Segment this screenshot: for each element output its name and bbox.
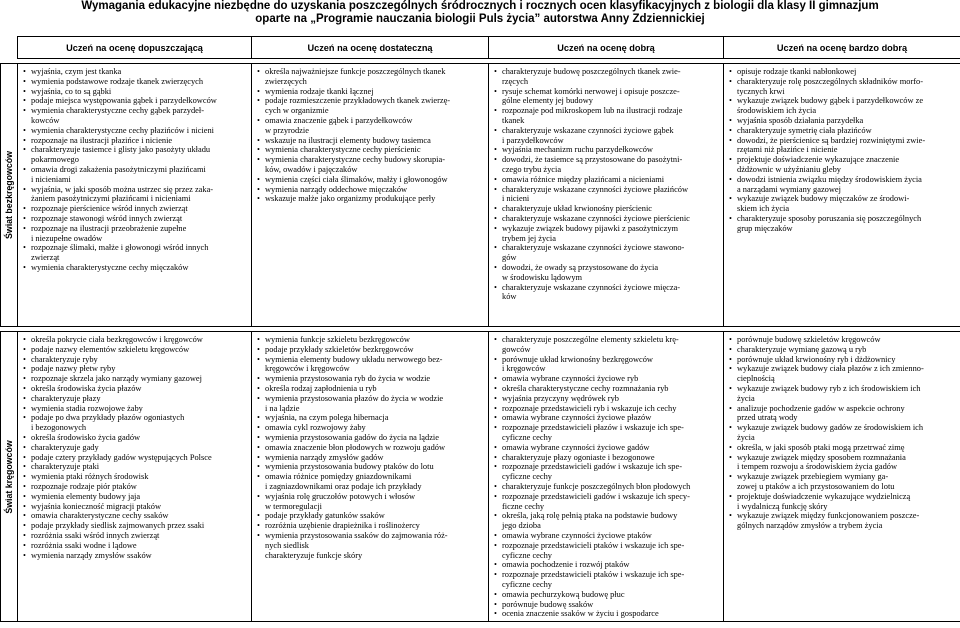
requirement-item: • określa pokrycie ciała bezkręgowców i kręgowców xyxy=(23,335,248,345)
requirement-item: • porównuje układ krwionośny ryb i dżdżownicy xyxy=(729,355,957,365)
requirement-item: rzętami niż płazińce i nicienie xyxy=(737,145,838,155)
requirement-item: trybem jej życia xyxy=(502,233,556,243)
requirement-item: • omawia znaczenie gąbek i parzydełkowców xyxy=(257,116,485,126)
requirement-item: życia xyxy=(737,432,755,442)
requirement-item: • wyjaśnia, na czym polega hibernacja xyxy=(257,413,485,423)
requirement-item: • rozpoznaje rodzaje piór ptaków xyxy=(23,482,248,492)
requirement-item: cyficzne cechy xyxy=(502,550,552,560)
requirement-item: środowiskiem ich życia xyxy=(737,106,817,116)
requirement-item: dżdżownic w użyźnianiu gleby xyxy=(737,164,841,174)
requirement-item: • rozróżnia ssaki wśród innych zwierząt xyxy=(23,531,248,541)
requirement-item: • wymienia narządy zmysłów ssaków xyxy=(23,551,248,561)
requirement-item: skiem ich życia xyxy=(737,204,790,214)
requirement-list xyxy=(252,332,488,562)
requirement-item: • wykazuje związek budowy ryb z ich środowiskiem ich xyxy=(729,384,957,394)
requirement-item: • omawia drogi zakażenia pasożytniczymi płazińcami xyxy=(23,165,248,175)
section-label: Świat kręgowców xyxy=(4,439,14,514)
requirement-item: • opisuje rodzaje tkanki nabłonkowej xyxy=(729,67,957,77)
requirement-item: • wyjaśnia, w jaki sposób można ustrzec się przez zaka- xyxy=(23,185,248,195)
requirement-item: • charakteryzuje wskazane czynności życiowe stawono- xyxy=(494,243,720,253)
requirement-item: tkanek xyxy=(502,115,525,125)
requirement-item: • wymienia ptaki różnych środowisk xyxy=(23,472,248,482)
requirement-item: • wykazuje związek budowy mięczaków ze środowi- xyxy=(729,194,957,204)
requirement-item: • charakteryzuje tasiemce i glisty jako pasożyty układu xyxy=(23,145,248,155)
requirement-item: • wymienia funkcje szkieletu bezkręgowców xyxy=(257,335,485,345)
requirement-item: • określa rodzaj zapłodnienia u ryb xyxy=(257,384,485,394)
requirement-item: • omawia wybrane czynności życiowe gadów xyxy=(494,443,720,453)
requirement-item: • wymienia charakterystyczne cechy pierścienic xyxy=(257,145,485,155)
requirement-item: ficzne cechy xyxy=(502,501,545,511)
requirement-item: • wymienia charakterystyczne cechy płazińców i nicieni xyxy=(23,126,248,136)
requirement-list xyxy=(489,332,723,621)
title-line-2: oparte na „Programie nauczania biologii Puls życia” autorstwa Anny Zdziennickiej xyxy=(255,12,705,25)
requirement-item: • charakteryzuje ptaki xyxy=(23,462,248,472)
requirement-item: • omawia pochodzenie i rozwój ptaków xyxy=(494,560,720,570)
requirement-item: gów xyxy=(502,253,517,263)
requirement-item: • wymienia podstawowe rodzaje tkanek zwierzęcych xyxy=(23,77,248,87)
header-grade-pass: Uczeń na ocenę dopuszczającą xyxy=(18,37,252,59)
requirement-item: rzęcych xyxy=(502,76,529,86)
requirement-item: i bezogonowych xyxy=(31,423,87,433)
requirement-item: • dowodzi, że owady są przystosowane do życia xyxy=(494,263,720,273)
requirement-item: i wydalniczą funkcję skóry xyxy=(737,501,828,511)
requirement-list xyxy=(489,64,723,304)
requirement-item: • rozpoznaje pod mikroskopem lub na ilustracji rodzaje xyxy=(494,106,720,116)
requirement-item: grup mięczaków xyxy=(737,223,793,233)
requirement-item: • charakteryzuje płazy ogoniaste i bezogonowe xyxy=(494,453,720,463)
requirement-item: żaniem pasożytniczymi płazińcami i nicieniami xyxy=(31,194,191,204)
requirement-item: • charakteryzuje rolę poszczególnych składników morfo- xyxy=(729,77,957,87)
requirement-item: • rozpoznaje na ilustracji płazińce i nicienie xyxy=(23,136,248,146)
requirement-item: • charakteryzuje budowę poszczególnych tkanek zwie- xyxy=(494,67,720,77)
requirement-item: • wymienia przystosowania ssaków do zajmowania róż- xyxy=(257,531,485,541)
requirement-list xyxy=(252,64,488,206)
header-grade-satisfactory: Uczeń na ocenę dostateczną xyxy=(252,37,489,59)
requirement-item: • porównuje budowę szkieletów kręgowców xyxy=(729,335,957,345)
requirement-item: • rozpoznaje pierścienice wśród innych zwierząt xyxy=(23,204,248,214)
requirement-item: tycznych krwi xyxy=(737,86,785,96)
requirement-item: • wskazuje małże jako organizmy produkujące perły xyxy=(257,194,485,204)
requirement-item: życia xyxy=(737,393,755,403)
requirement-item: w środowisku lądowym xyxy=(502,272,583,282)
cell xyxy=(18,332,252,622)
requirement-item: przed utratą wody xyxy=(737,413,798,423)
requirement-item: i na lądzie xyxy=(265,403,300,413)
requirement-item: i nicieniami xyxy=(31,174,71,184)
requirement-item: • projektuje doświadczenie wykazujące wydzielniczą xyxy=(729,492,957,502)
requirement-item: • omawia wybrane czynności życiowe ryb xyxy=(494,374,720,384)
requirement-item: • charakteryzuje wskazane czynności życiowe mięczа- xyxy=(494,283,720,293)
requirement-item: • porównuje układ krwionośny bezkręgowców xyxy=(494,355,720,365)
requirement-item: • rozróżnia uzębienie drapieżnika i roślinożercy xyxy=(257,521,485,531)
header-grade-good: Uczeń na ocenę dobrą xyxy=(489,37,724,59)
requirement-item: • wymienia narządy zmysłów gadów xyxy=(257,453,485,463)
requirement-item: • rozpoznaje przedstawicieli ptaków i wskazuje ich spe- xyxy=(494,541,720,551)
requirement-item: • podaje przykłady siedlisk zajmowanych przez ssaki xyxy=(23,521,248,531)
requirement-item: • wykazuje związek między sposobem rozmnażania xyxy=(729,453,957,463)
requirement-item: pokarmowego xyxy=(31,155,79,165)
requirement-item: • wykazuje związek budowy gadów ze środowiskiem ich xyxy=(729,423,957,433)
requirement-list xyxy=(18,64,251,275)
requirement-item: • wymienia przystosowania gadów do życia na lądzie xyxy=(257,433,485,443)
requirement-item: • porównuje budowę ssaków xyxy=(494,600,720,610)
requirement-item: • dowodzi, że tasiemce są przystosowane do pasożytni- xyxy=(494,155,720,165)
requirement-item: • omawia pechurzykową budowę płuc xyxy=(494,590,720,600)
requirement-item: • określa, jaką rolę pełnią ptaka na podstawie budowy xyxy=(494,511,720,521)
requirement-item: gowców xyxy=(502,344,531,354)
requirement-item: jego dzioba xyxy=(502,521,541,531)
cell xyxy=(724,332,960,622)
cell xyxy=(18,64,252,327)
section-invertebrates xyxy=(1,64,960,327)
cell xyxy=(489,332,724,622)
requirement-item: • wyjaśnia, co to są gąbki xyxy=(23,87,248,97)
requirement-item: • omawia wybrane czynności życiowe płazów xyxy=(494,413,720,423)
requirement-item: • charakteryzuje układ krwionośny pierścienic xyxy=(494,204,720,214)
requirement-item: • podaje nazwy elementów szkieletu kręgowców xyxy=(23,345,248,355)
title-line-1: Wymagania edukacyjne niezbędne do uzyskania poszczególnych śródrocznych i rocznych ocen klasyfikacyjnych z biologii dla klasy II gimnazjum xyxy=(81,0,879,12)
requirement-item: i kręgowców xyxy=(502,364,546,374)
requirement-item: i parzydełkowców xyxy=(502,135,564,145)
requirement-item: • wyjaśnia sposób działania parzydełka xyxy=(729,116,957,126)
requirement-list xyxy=(724,64,960,236)
requirement-item: • wymienia przystosowania ryb do życia w wodzie xyxy=(257,374,485,384)
requirement-item: • wymienia elementy budowy układu nerwowego bez- xyxy=(257,355,485,365)
requirement-item: • wymienia charakterystyczne cechy gąbek parzydeł- xyxy=(23,106,248,116)
requirement-item: • omawia różnice między płazińcami a nicieniami xyxy=(494,175,720,185)
requirement-item: • wymienia części ciała ślimaków, małży i głowonogów xyxy=(257,175,485,185)
cell xyxy=(489,64,724,327)
requirement-item: • wyjaśnia rolę gruczołów potowych i włosów xyxy=(257,492,485,502)
requirement-item: czego trybu życia xyxy=(502,164,562,174)
requirement-item: cyficzne cechy xyxy=(502,472,552,482)
header-grade-very-good: Uczeń na ocenę bardzo dobrą xyxy=(724,37,960,59)
requirement-item: • charakteryzuje funkcje poszczególnych błon płodowych xyxy=(494,482,720,492)
requirement-item: • rysuje schemat komórki nerwowej i opisuje poszcze- xyxy=(494,87,720,97)
section-vertebrates xyxy=(1,332,960,622)
requirement-item: zowej u ptaków a ich przystosowaniem do lotu xyxy=(737,481,895,491)
cell xyxy=(252,64,489,327)
requirement-item: • podaje przykłady szkieletów bezkręgowców xyxy=(257,345,485,355)
requirement-item: • wykazuje związek między funkcjonowaniem poszcze- xyxy=(729,511,957,521)
requirement-item: • wykazuje związek budowy ciała płazów z ich zmienno- xyxy=(729,364,957,374)
requirement-item: • wskazuje na ilustracji elementy budowy tasiemca xyxy=(257,136,485,146)
requirement-item: i tempem rozwoju a środowiskiem życia gadów xyxy=(737,462,898,472)
requirement-item: zwierząt xyxy=(31,253,60,263)
header-corner xyxy=(1,37,18,59)
requirement-item: • charakteryzuje płazy xyxy=(23,394,248,404)
requirement-item: • podaje miejsca występowania gąbek i parzydełkowców xyxy=(23,96,248,106)
requirement-item: • wymienia przystosowania budowy ptaków do lotu xyxy=(257,462,485,472)
requirement-item: cyficzne cechy xyxy=(502,579,552,589)
requirement-item: • wyjaśnia, czym jest tkanka xyxy=(23,67,248,77)
requirement-item: • wyjaśnia konieczność migracji ptaków xyxy=(23,502,248,512)
requirements-table xyxy=(0,36,960,622)
requirement-item: • podaje cztery przykłady gadów występujących Polsce xyxy=(23,453,248,463)
requirement-item: a narządami wymiany gazowej xyxy=(737,184,841,194)
requirement-item: • wymienia narządy oddechowe mięczaków xyxy=(257,185,485,195)
requirement-item: • rozpoznaje stawonogi wśród innych zwierząt xyxy=(23,214,248,224)
requirement-item: • rozpoznaje przedstawicieli gadów i wskazuje ich spe- xyxy=(494,462,720,472)
requirement-item: • charakteryzuje gady xyxy=(23,443,248,453)
requirement-item: charakteryzuje funkcje skóry xyxy=(265,550,363,560)
requirement-item: cieplnością xyxy=(737,374,775,384)
requirement-item: • wymienia elementy budowy jaja xyxy=(23,492,248,502)
requirement-item: • omawia cykl rozwojowy żaby xyxy=(257,423,485,433)
requirement-item: • rozpoznaje ślimaki, małże i głowonogi wśród innych xyxy=(23,243,248,253)
requirement-item: • dowodzi istnienia związku między środowiskiem życia xyxy=(729,175,957,185)
requirement-item: • podaje przykłady gatunków ssaków xyxy=(257,511,485,521)
requirement-item: • podaje rozmieszczenie przykładowych tkanek zwierzę- xyxy=(257,96,485,106)
requirement-item: • charakteryzuje wymianę gazową u ryb xyxy=(729,345,957,355)
requirement-item: • rozpoznaje skrzela jako narządy wymiany gazowej xyxy=(23,374,248,384)
requirement-item: cyficzne cechy xyxy=(502,432,552,442)
requirement-item: • wykazuje związek budowy pijawki z pasożytniczym xyxy=(494,224,720,234)
requirement-item: • omawia znaczenie błon płodowych w rozwoju gadów xyxy=(257,443,485,453)
requirement-item: • określa charakterystyczne cechy rozmnażania ryb xyxy=(494,384,720,394)
requirement-item: • charakteryzuje sposoby poruszania się poszczególnych xyxy=(729,214,957,224)
requirement-item: • określa środowisko życia gadów xyxy=(23,433,248,443)
requirement-item: • wymienia charakterystyczne cechy mięczaków xyxy=(23,263,248,273)
requirement-item: ków xyxy=(502,292,517,302)
requirement-item: • omawia różnice pomiędzy gniazdownikami xyxy=(257,472,485,482)
requirement-item: • określa, w jaki sposób ptaki mogą przetrwać zimę xyxy=(729,443,957,453)
requirement-item: • rozpoznaje przedstawicieli gadów i wskazuje ich specy- xyxy=(494,492,720,502)
requirement-item: i nicieni xyxy=(502,194,530,204)
requirement-item: i zagniazdownikami oraz podaje ich przykłady xyxy=(265,481,422,491)
header-row xyxy=(1,37,960,59)
section-label-cell xyxy=(1,64,18,327)
requirement-item: • charakteryzuje wskazane czynności życiowe pierścienic xyxy=(494,214,720,224)
cell xyxy=(252,332,489,622)
cell xyxy=(724,64,960,327)
requirement-item: • podaje nazwy płetw ryby xyxy=(23,364,248,374)
requirement-item: nych siedlisk xyxy=(265,540,309,550)
requirement-item: • omawia charakterystyczne cechy ssaków xyxy=(23,511,248,521)
requirement-item: • rozpoznaje na ilustracji przeobrażenie zupełne xyxy=(23,224,248,234)
requirement-item: • projektuje doświadczenie wykazujące znaczenie xyxy=(729,155,957,165)
section-label: Świat bezkręgowców xyxy=(4,151,14,239)
requirement-item: • wyjaśnia przyczyny wędrówek ryb xyxy=(494,394,720,404)
requirement-item: • wymienia rodzaje tkanki łącznej xyxy=(257,87,485,97)
requirement-item: ków, owadów i pajęczaków xyxy=(265,164,358,174)
requirement-item: • analizuje pochodzenie gadów w aspekcie ochrony xyxy=(729,404,957,414)
requirement-item: • charakteryzuje symetrię ciała płazińców xyxy=(729,126,957,136)
requirement-item: • charakteryzuje poszczególne elementy szkieletu krę- xyxy=(494,335,720,345)
requirement-item: • rozpoznaje przedstawicieli płazów i wskazuje ich spe- xyxy=(494,423,720,433)
requirement-item: • rozpoznaje przedstawicieli ryb i wskazuje ich cechy xyxy=(494,404,720,414)
section-label-cell xyxy=(1,332,18,622)
requirement-item: • wymienia charakterystyczne cechy budowy skorupia- xyxy=(257,155,485,165)
requirement-item: cych w organizmie xyxy=(265,106,329,116)
requirement-item: • omawia wybrane czynności życiowe ptaków xyxy=(494,531,720,541)
requirement-item: i niezupełne owadów xyxy=(31,233,103,243)
requirement-list xyxy=(724,332,960,533)
requirement-item: • charakteryzuje wskazane czynności życiowe gąbek xyxy=(494,126,720,136)
requirement-item: kowców xyxy=(31,115,60,125)
requirement-item: • rozróżnia ssaki wodne i lądowe xyxy=(23,541,248,551)
requirement-item: w przyrodzie xyxy=(265,125,309,135)
requirement-item: • ocenia znaczenie ssaków w życiu i gospodarce xyxy=(494,609,720,619)
requirement-item: w termoregulacji xyxy=(265,501,322,511)
requirement-item: • rozpoznaje przedstawicieli ptaków i wskazuje ich spe- xyxy=(494,570,720,580)
requirement-item: zwierzęcych xyxy=(265,76,307,86)
requirement-item: • wymienia stadia rozwojowe żaby xyxy=(23,404,248,414)
requirement-item: • charakteryzuje ryby xyxy=(23,355,248,365)
requirement-list xyxy=(18,332,251,562)
requirement-item: • określa środowiska życia płazów xyxy=(23,384,248,394)
requirement-item: gólne elementy jej budowy xyxy=(502,96,593,106)
requirement-item: • określa najważniejsze funkcje poszczególnych tkanek xyxy=(257,67,485,77)
requirement-item: gólnych narządów zmysłów a trybem życia xyxy=(737,521,883,531)
requirement-item: • dowodzi, że pierścienice są bardziej rozwiniętymi zwie- xyxy=(729,136,957,146)
requirement-item: • wymienia przystosowania płazów do życia w wodzie xyxy=(257,394,485,404)
requirement-item: • podaje po dwa przykłady płazów ogoniastych xyxy=(23,413,248,423)
requirement-item: • charakteryzuje wskazane czynności życiowe płazińców xyxy=(494,185,720,195)
requirement-item: • wykazuje związek budowy gąbek i parzydełkowców ze xyxy=(729,96,957,106)
requirement-item: • wyjaśnia mechanizm ruchu parzydełkowców xyxy=(494,145,720,155)
document-title xyxy=(0,0,960,25)
requirement-item: kręgowców i kręgowców xyxy=(265,364,350,374)
requirement-item: • wykazuje związek przebiegiem wymiany ga- xyxy=(729,472,957,482)
